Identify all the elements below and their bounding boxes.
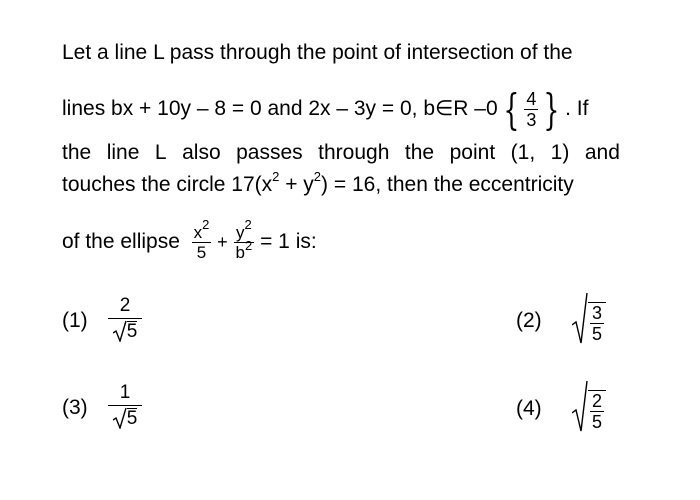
left-brace: { xyxy=(503,84,520,134)
word: the xyxy=(62,141,92,164)
option-1[interactable] xyxy=(62,295,172,355)
question-line-3 xyxy=(62,140,620,166)
line-4-start: touches the circle xyxy=(62,173,226,196)
option-3-value: 1 5 xyxy=(108,382,142,429)
option-4[interactable] xyxy=(516,380,626,440)
option-label: (2) xyxy=(516,309,542,332)
option-4-value: 2 5 xyxy=(572,380,606,432)
option-label: (3) xyxy=(62,396,88,419)
word: the xyxy=(404,141,435,164)
option-2[interactable] xyxy=(516,292,626,352)
ellipse-fraction-y: $\frac{y^2}{b^2}$ xyxy=(235,217,253,263)
question-line-2 xyxy=(62,84,589,134)
option-2-value: 3 5 xyxy=(572,292,606,344)
word: and xyxy=(584,141,620,164)
word: also xyxy=(182,141,221,164)
right-brace: } xyxy=(543,84,560,134)
option-3[interactable] xyxy=(62,382,172,442)
question-line-1: Let a line L pass through the point of intersection of the xyxy=(62,41,573,64)
word: (1, xyxy=(510,141,536,164)
question-line-4 xyxy=(62,169,574,198)
lines-equations-text: lines bx + 10y – 8 = 0 and 2x – 3y = 0, b∈R –0 xyxy=(62,97,498,121)
plus-sign: + xyxy=(217,232,228,253)
line-2-end: . If xyxy=(565,97,589,121)
set-numerator: 4 xyxy=(526,89,537,109)
word: line xyxy=(106,141,140,164)
line-5-start: of the ellipse xyxy=(62,230,180,254)
question-line-5 xyxy=(62,217,317,263)
set-denominator: 3 xyxy=(526,110,537,131)
option-label: (1) xyxy=(62,309,88,332)
ellipse-equals: = 1 is: xyxy=(260,230,317,254)
word: 1) xyxy=(550,141,570,164)
option-1-value: 2 5 xyxy=(108,295,142,342)
word: point xyxy=(449,141,496,164)
set-fraction xyxy=(524,89,538,130)
word: passes xyxy=(236,141,303,164)
option-label: (4) xyxy=(516,397,542,420)
circle-equation: $17(x^2 + y^2) = 16$ xyxy=(231,169,376,196)
ellipse-fraction-x: $\frac{x^2}{5}$ xyxy=(193,217,210,263)
line-4-end: , then the eccentricity xyxy=(375,173,574,196)
word: L xyxy=(154,141,167,164)
word: through xyxy=(318,141,390,164)
